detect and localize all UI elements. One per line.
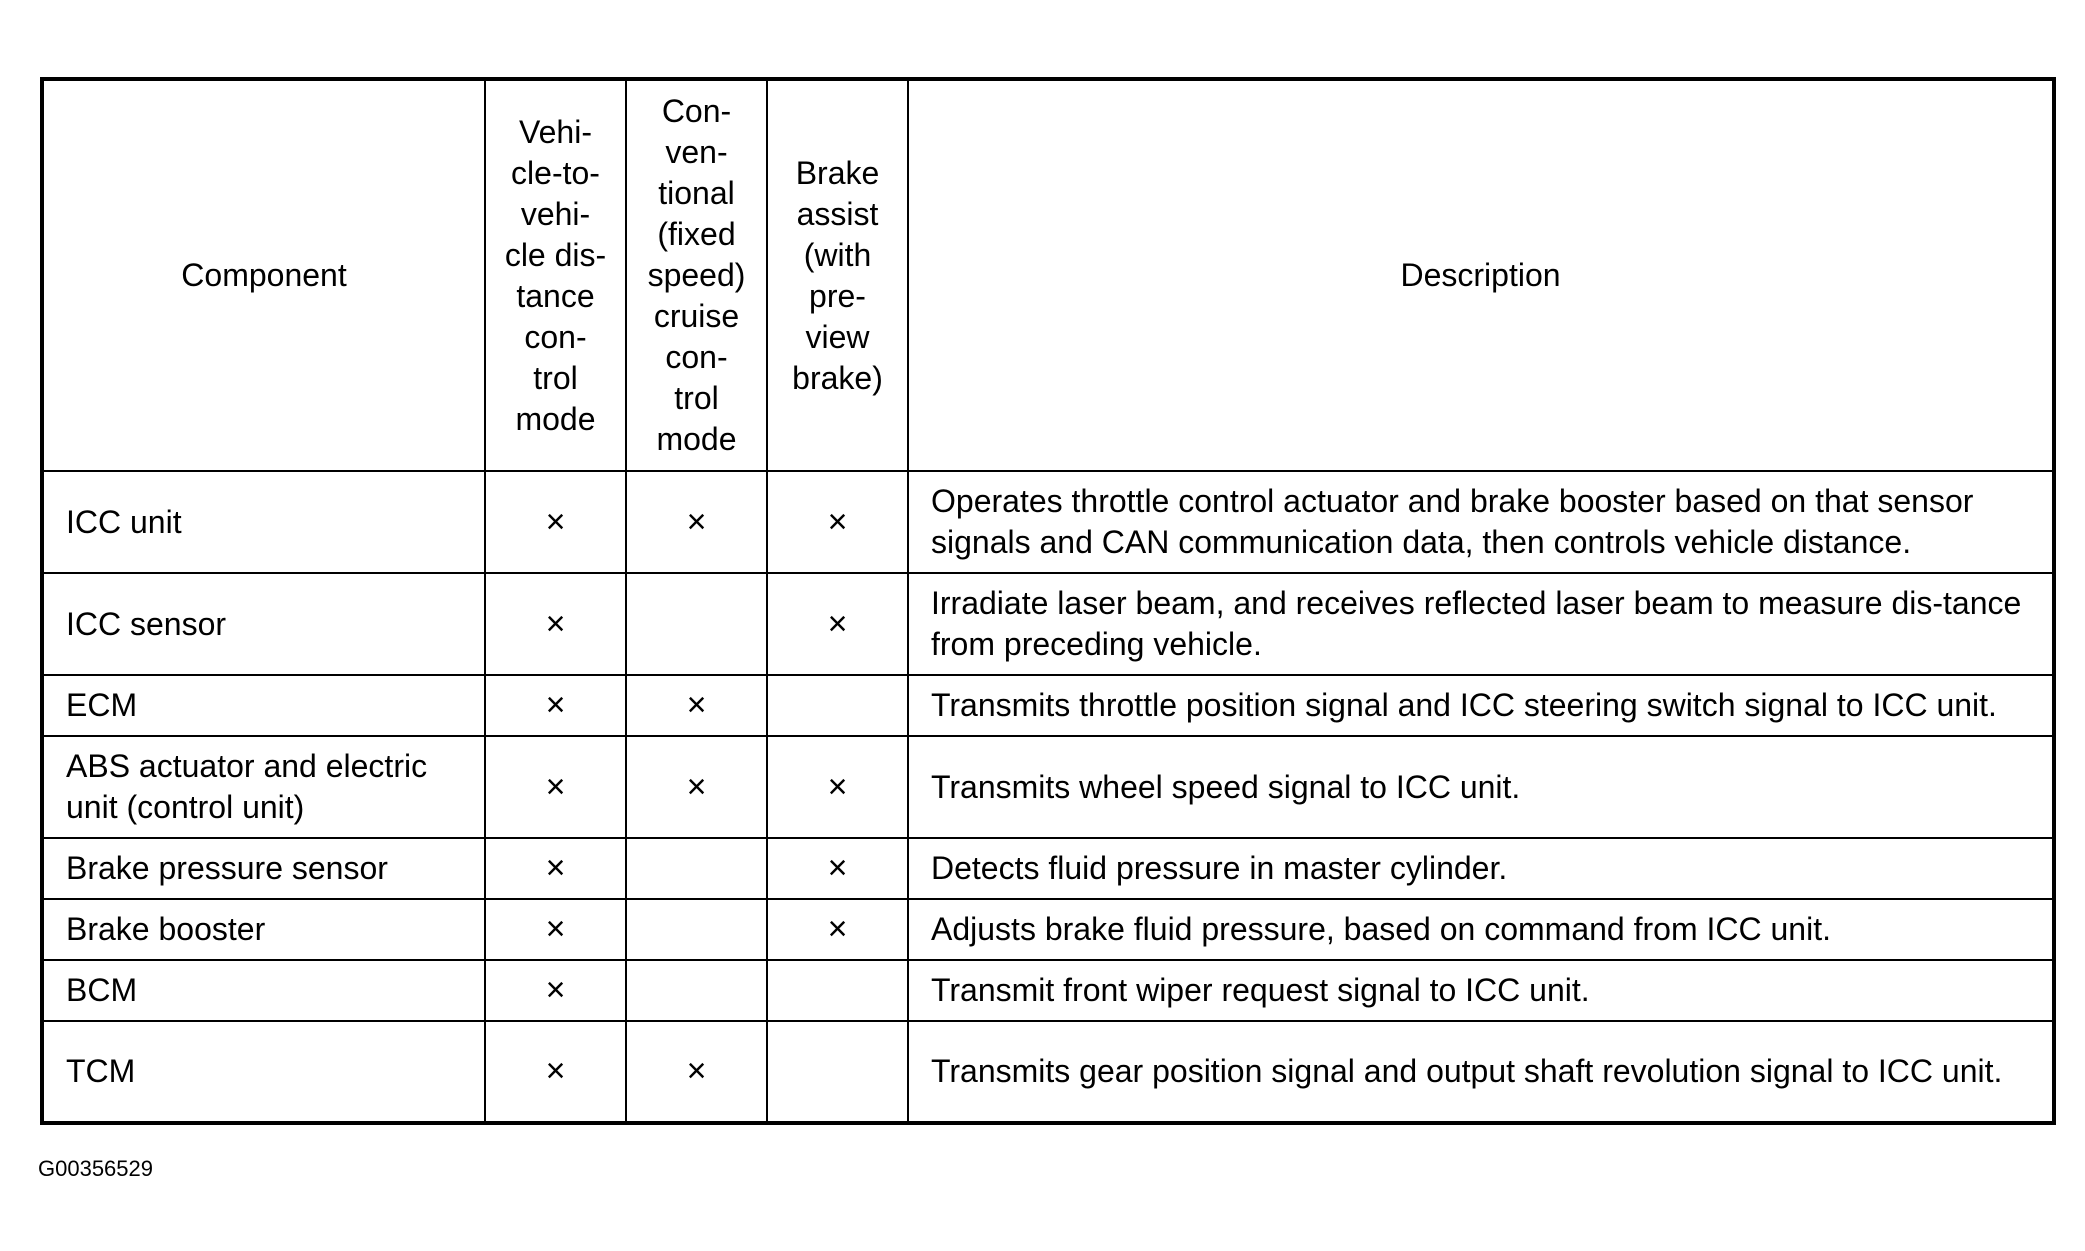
table-row: [42, 471, 2054, 573]
brake-assist-mark: ×: [767, 736, 908, 838]
figure-code: G00356529: [38, 1156, 153, 1181]
vehicle-distance-mark: ×: [485, 1021, 626, 1123]
table-row: [42, 675, 2054, 736]
description-cell: Transmit front wiper request signal to ICC unit.: [908, 960, 2054, 1021]
component-cell: ABS actuator and electric unit (control unit): [42, 736, 485, 838]
table-row: [42, 960, 2054, 1021]
header-description: Description: [908, 79, 2054, 471]
conventional-mark: ×: [626, 736, 767, 838]
component-cell: ICC unit: [42, 471, 485, 573]
header-vehicle-distance-mode: Vehi- cle-to- vehi- cle dis- tance con- trol mode: [485, 79, 626, 471]
vehicle-distance-mark: ×: [485, 736, 626, 838]
description-cell: Detects fluid pressure in master cylinder.: [908, 838, 2054, 899]
table-header-row: [42, 79, 2054, 471]
description-cell: Transmits wheel speed signal to ICC unit.: [908, 736, 2054, 838]
component-cell: ICC sensor: [42, 573, 485, 675]
header-brake-assist: Brake assist (with pre- view brake): [767, 79, 908, 471]
description-cell: Adjusts brake fluid pressure, based on command from ICC unit.: [908, 899, 2054, 960]
components-table-container: [40, 77, 2052, 1125]
vehicle-distance-mark: ×: [485, 838, 626, 899]
conventional-mark: ×: [626, 675, 767, 736]
description-cell: Transmits gear position signal and output shaft revolution signal to ICC unit.: [908, 1021, 2054, 1123]
table-row: [42, 899, 2054, 960]
component-cell: Brake booster: [42, 899, 485, 960]
component-cell: BCM: [42, 960, 485, 1021]
conventional-mark: [626, 960, 767, 1021]
brake-assist-mark: [767, 1021, 908, 1123]
conventional-mark: ×: [626, 1021, 767, 1123]
brake-assist-mark: ×: [767, 838, 908, 899]
vehicle-distance-mark: ×: [485, 471, 626, 573]
header-component: Component: [42, 79, 485, 471]
components-table: [40, 77, 2056, 1125]
header-conventional-cruise-mode: Con- ven- tional (fixed speed) cruise con- trol mode: [626, 79, 767, 471]
brake-assist-mark: ×: [767, 471, 908, 573]
brake-assist-mark: ×: [767, 899, 908, 960]
brake-assist-mark: [767, 960, 908, 1021]
table-row: [42, 1021, 2054, 1123]
vehicle-distance-mark: ×: [485, 573, 626, 675]
description-cell: Irradiate laser beam, and receives reflected laser beam to measure dis-tance from preceding vehicle.: [908, 573, 2054, 675]
component-cell: Brake pressure sensor: [42, 838, 485, 899]
vehicle-distance-mark: ×: [485, 899, 626, 960]
conventional-mark: [626, 838, 767, 899]
table-row: [42, 838, 2054, 899]
brake-assist-mark: ×: [767, 573, 908, 675]
component-cell: ECM: [42, 675, 485, 736]
vehicle-distance-mark: ×: [485, 675, 626, 736]
vehicle-distance-mark: ×: [485, 960, 626, 1021]
description-cell: Transmits throttle position signal and ICC steering switch signal to ICC unit.: [908, 675, 2054, 736]
description-cell: Operates throttle control actuator and brake booster based on that sensor signals and CAN communication data, then controls vehicle distance.: [908, 471, 2054, 573]
conventional-mark: [626, 573, 767, 675]
component-cell: TCM: [42, 1021, 485, 1123]
conventional-mark: ×: [626, 471, 767, 573]
brake-assist-mark: [767, 675, 908, 736]
conventional-mark: [626, 899, 767, 960]
table-row: [42, 736, 2054, 838]
table-row: [42, 573, 2054, 675]
